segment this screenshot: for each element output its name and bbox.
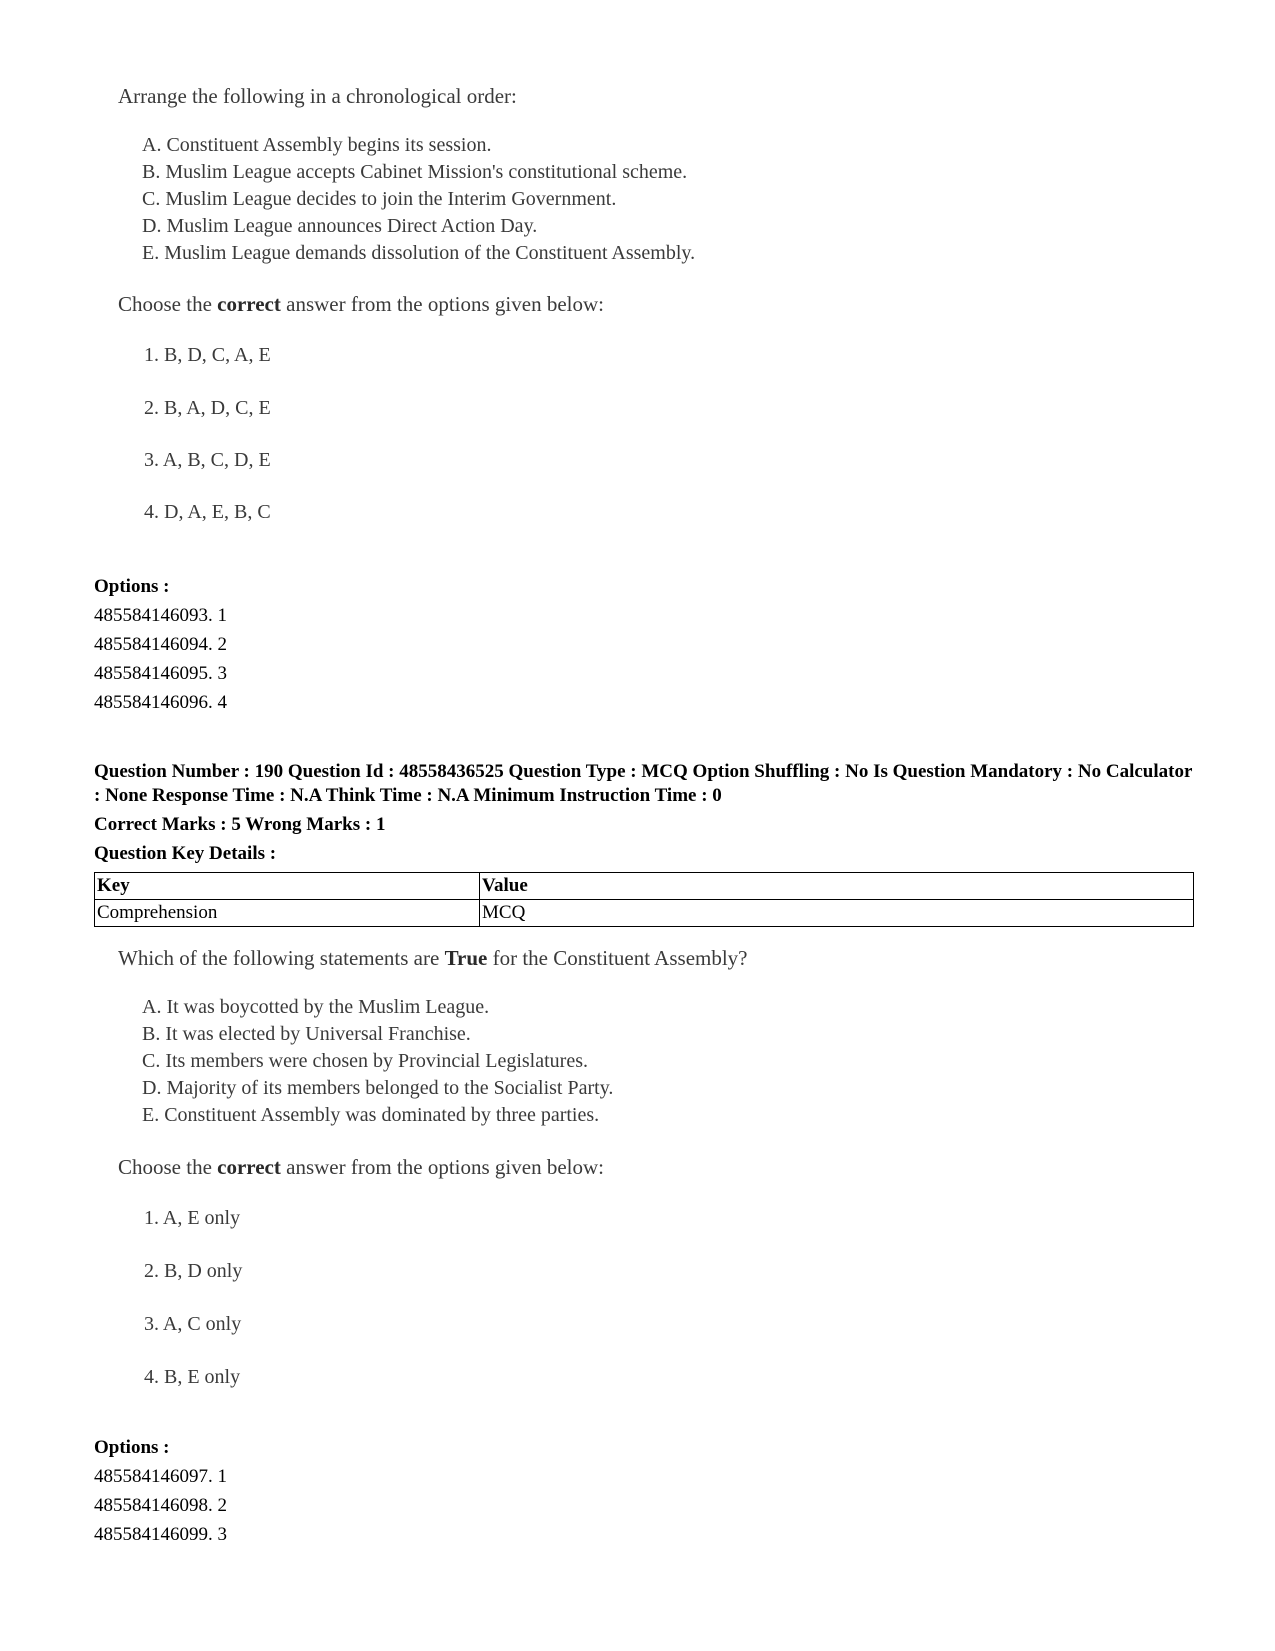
question1-statement-e: E. Muslim League demands dissolution of the Constituent Assembly.	[142, 242, 696, 264]
key-table-header-value: Value	[480, 873, 1194, 900]
question1-answer-3: 3. A, B, C, D, E	[144, 449, 271, 471]
question2-key-table	[94, 872, 1194, 927]
question2-prompt	[118, 946, 748, 971]
question1-choose-instruction	[118, 292, 604, 317]
question1-answer-4: 4. D, A, E, B, C	[144, 501, 271, 523]
key-table-header-key: Key	[95, 873, 480, 900]
question2-answer-1: 1. A, E only	[144, 1207, 241, 1229]
question2-choose-instruction	[118, 1155, 604, 1180]
choose-bold: correct	[217, 1155, 281, 1179]
key-table-cell-value: MCQ	[480, 900, 1194, 927]
question1-option-2: 485584146094. 2	[94, 634, 227, 655]
table-row	[95, 900, 1194, 927]
question2-statement-b: B. It was elected by Universal Franchise.	[142, 1023, 471, 1045]
question1-option-4: 485584146096. 4	[94, 692, 227, 713]
question2-meta: Question Number : 190 Question Id : 48558436525 Question Type : MCQ Option Shuffling : No Is Question Mandatory : No Calculator : None Response Time : N.A Think Time : N.A Minimum Instruction Time : 0	[94, 761, 1193, 806]
choose-bold: correct	[217, 292, 281, 316]
prompt-suffix: for the Constituent Assembly?	[487, 946, 748, 970]
question2-key-details-heading: Question Key Details :	[94, 843, 277, 864]
question2-answer-4: 4. B, E only	[144, 1366, 241, 1388]
question2-option-1: 485584146097. 1	[94, 1466, 227, 1487]
question1-statement-d: D. Muslim League announces Direct Action Day.	[142, 215, 538, 237]
question2-statement-e: E. Constituent Assembly was dominated by three parties.	[142, 1104, 600, 1126]
prompt-prefix: Which of the following statements are	[118, 946, 445, 970]
choose-prefix: Choose the	[118, 1155, 218, 1179]
question2-answer-2: 2. B, D only	[144, 1260, 243, 1282]
question1-statement-a: A. Constituent Assembly begins its session.	[142, 134, 492, 156]
question2-answer-3: 3. A, C only	[144, 1313, 242, 1335]
question2-statement-d: D. Majority of its members belonged to the Socialist Party.	[142, 1077, 614, 1099]
question1-answer-1: 1. B, D, C, A, E	[144, 344, 271, 366]
question2-option-2: 485584146098. 2	[94, 1495, 227, 1516]
question2-marks: Correct Marks : 5 Wrong Marks : 1	[94, 814, 386, 835]
key-table-cell-key: Comprehension	[95, 900, 480, 927]
choose-suffix: answer from the options given below:	[280, 1155, 604, 1179]
prompt-bold: True	[444, 946, 488, 970]
question2-statement-a: A. It was boycotted by the Muslim League.	[142, 996, 490, 1018]
question1-answer-2: 2. B, A, D, C, E	[144, 397, 271, 419]
question2-option-3: 485584146099. 3	[94, 1524, 227, 1545]
question1-options-heading: Options :	[94, 576, 170, 597]
question2-options-heading: Options :	[94, 1437, 170, 1458]
choose-suffix: answer from the options given below:	[280, 292, 604, 316]
key-table-header-row	[95, 873, 1194, 900]
question1-option-1: 485584146093. 1	[94, 605, 227, 626]
question2-statement-c: C. Its members were chosen by Provincial Legislatures.	[142, 1050, 588, 1072]
question1-option-3: 485584146095. 3	[94, 663, 227, 684]
question1-statement-c: C. Muslim League decides to join the Interim Government.	[142, 188, 617, 210]
question1-statement-b: B. Muslim League accepts Cabinet Mission's constitutional scheme.	[142, 161, 688, 183]
choose-prefix: Choose the	[118, 292, 218, 316]
question1-prompt: Arrange the following in a chronological order:	[118, 84, 517, 108]
